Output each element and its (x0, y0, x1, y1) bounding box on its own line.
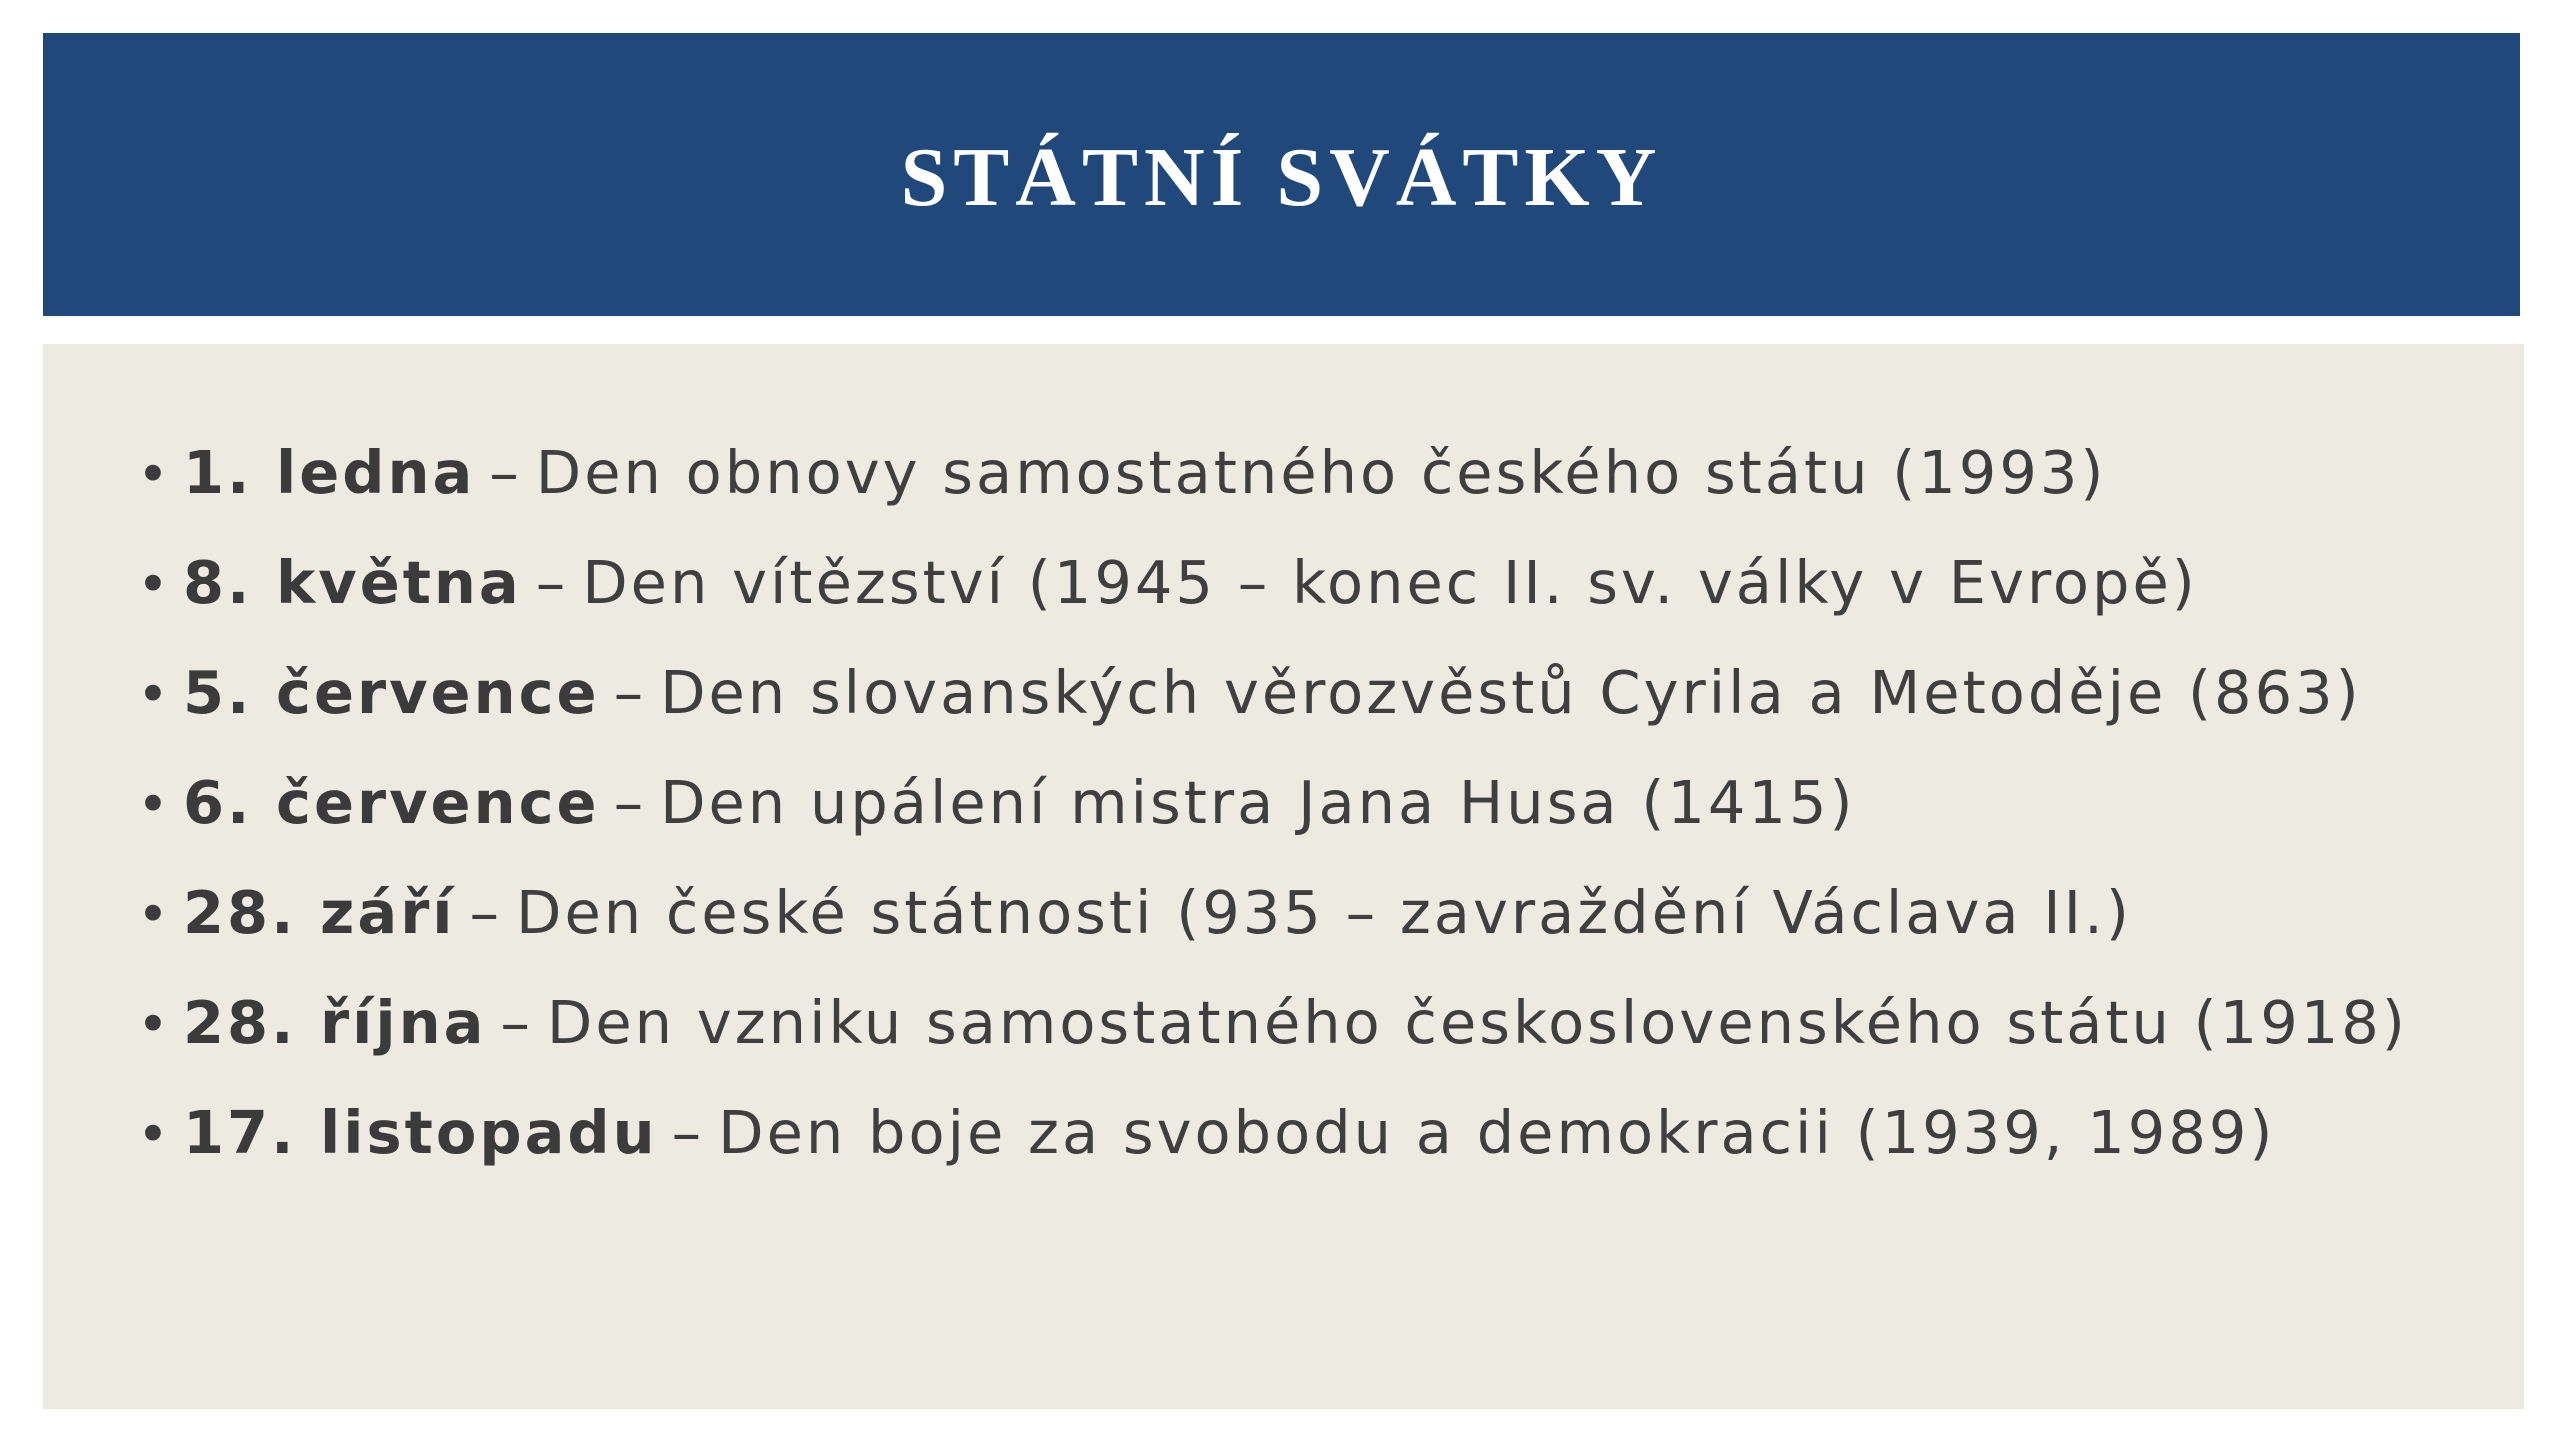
holiday-description: Den slovanských věrozvěstů Cyrila a Metoděje (863) (660, 658, 2362, 727)
dash-separator: – (469, 878, 503, 947)
dash-separator: – (613, 658, 647, 727)
title-band (43, 33, 2520, 316)
holiday-date: 28. září (183, 878, 456, 947)
holiday-description: Den upálení mistra Jana Husa (1415) (660, 768, 1856, 837)
holiday-description: Den obnovy samostatného českého státu (1993) (535, 438, 2107, 507)
dash-separator: – (613, 768, 647, 837)
holiday-date: 28. října (183, 988, 487, 1057)
holiday-description: Den české státnosti (935 – zavraždění Václava II.) (516, 878, 2132, 947)
holiday-date: 5. července (183, 658, 600, 727)
holiday-description: Den vzniku samostatného československého státu (1918) (546, 988, 2408, 1057)
bullet-icon: • (137, 663, 172, 726)
dash-separator: – (535, 548, 569, 617)
holiday-date: 8. května (183, 548, 522, 617)
holiday-date: 17. listopadu (183, 1098, 658, 1167)
list-item (137, 548, 2408, 658)
list-item (137, 988, 2408, 1098)
holiday-description: Den boje za svobodu a demokracii (1939, 1989) (718, 1098, 2276, 1167)
slide-title: STÁTNÍ SVÁTKY (900, 131, 1663, 224)
dash-separator: – (671, 1098, 705, 1167)
bullet-icon: • (137, 553, 172, 616)
list-item (137, 438, 2408, 548)
list-item (137, 878, 2408, 988)
bullet-icon: • (137, 1103, 172, 1166)
list-item (137, 1098, 2408, 1208)
bullet-icon: • (137, 773, 172, 836)
bullet-icon: • (137, 443, 172, 506)
dash-separator: – (500, 988, 533, 1057)
dash-separator: – (489, 438, 522, 507)
content-panel (43, 344, 2524, 1409)
bullet-icon: • (137, 883, 172, 946)
list-item (137, 768, 2408, 878)
bullet-icon: • (137, 993, 172, 1056)
holiday-description: Den vítězství (1945 – konec II. sv. války v Evropě) (582, 548, 2198, 617)
holiday-date: 1. ledna (183, 438, 476, 507)
holiday-date: 6. července (183, 768, 600, 837)
list-item (137, 658, 2408, 768)
holiday-list (137, 438, 2408, 1208)
